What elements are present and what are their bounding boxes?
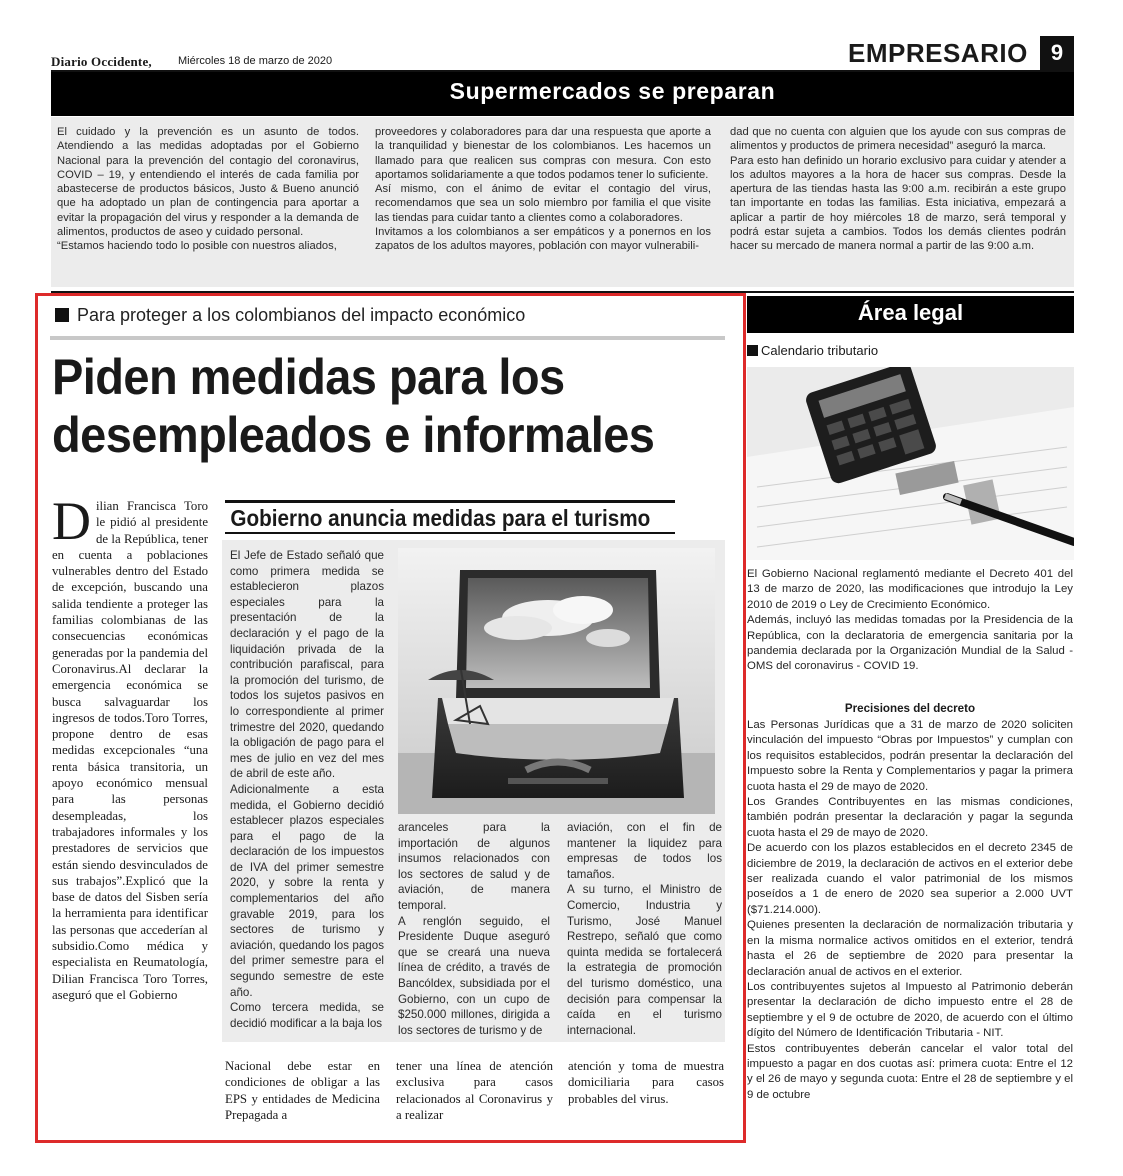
- tourism-box-title: Gobierno anuncia medidas para el turismo: [225, 500, 675, 534]
- paragraph: Las Personas Jurídicas que a 31 de marzo de 2020 soliciten vinculación del impuesto “Obras por Impuestos” y cumplan con los requisitos establecidos, podrán presentar la declaración del Impuesto sobre la Renta y Complementarios y pagar la primera cuota hasta el 29 de mayo de 2020.: [747, 719, 1073, 793]
- calculator-illustration: [747, 367, 1074, 560]
- paragraph: Como tercera medida, se decidió modificar a la baja los: [230, 1001, 384, 1030]
- tourism-col-2: [398, 820, 550, 1038]
- kicker-rule: [50, 336, 725, 340]
- paragraph: Los Grandes Contribuyentes en las mismas condiciones, también podrán presentar la declaración y pagar la segunda cuota hasta el 29 de mayo de 2020.: [747, 796, 1073, 839]
- paragraph: El Gobierno Nacional reglamentó mediante el Decreto 401 del 13 de marzo de 2020, las modificaciones que introdujo la Ley 2010 de 2019 o Ley de Crecimiento Económico.: [747, 568, 1073, 611]
- legal-body: [747, 718, 1073, 1103]
- article-bottom-col-2: tener una línea de atención exclusiva para casos relacionados al Coronavirus y a realizar: [396, 1059, 553, 1122]
- article-bottom-col-3: atención y toma de muestra domiciliaria para casos probables del virus.: [568, 1059, 724, 1106]
- top-story-col-1: [57, 125, 359, 254]
- top-story-body: [51, 117, 1074, 287]
- top-story-title: Supermercados se preparan: [449, 78, 776, 104]
- article-headline: [52, 348, 701, 464]
- article-left-column: [52, 491, 208, 1003]
- top-story-col-3: [730, 125, 1066, 254]
- article-kicker: [55, 305, 525, 326]
- article-lead-text: ilian Francisca Toro le pidió al presidente de la República, tener en cuenta a poblaciones vulnerables dentro del Estado de excepción, buscando una salida tendiente a proteger las familias colombianas de las consecuencias económicas generadas por la pandemia del Coronavirus.Al declarar la emergencia económica se busca salvaguardar los ingresos de todos.Toro Torres, propone dentro de esas medidas excepcionales “una renta básica transitoria, un apoyo económico mensual para las personas desempleadas, los trabajadores informales y los prestadores de servicios que están siendo desvinculados de sus trabajos”.Explicó que la base de datos del Sisben sería la herramienta para identificar las personas que accederían al subsidio.Como médica y especialista en Reumatología, Dilian Francisca Toro Torres, aseguró que el Gobierno: [52, 499, 208, 1002]
- headline-line-2: desempleados e informales: [52, 407, 655, 463]
- square-bullet-icon: [747, 345, 758, 356]
- paragraph: aviación, con el fin de mantener la liquidez para empresas de todos los tamaños.: [567, 821, 722, 881]
- paragraph: dad que no cuenta con alguien que los ayude con sus compras de alimentos y productos de primera necesidad” aseguró la marca.: [730, 126, 1066, 153]
- paragraph: A renglón seguido, el Presidente Duque aseguró que se creará una nueva línea de crédito, a través de Bancóldex, subsidiada por el Gobierno, con un cupo de $250.000 millones, dirigida a los sectores de turismo y de: [398, 914, 550, 1037]
- headline-line-1: Piden medidas para los: [52, 349, 565, 405]
- paragraph: El cuidado y la prevención es un asunto de todos. Atendiendo a las medidas adoptadas por el Gobierno Nacional para la prevención del contagio del coronavirus, COVID – 19, y entendiendo el interés de cada familia por abastecerse de productos básicos, Justo & Bueno anunció que ha adoptado un plan de contingencia para aportar a evitar la propagación del virus y responder a la demanda de alimentos, productos de aseo y cuidado personal.: [57, 126, 359, 239]
- drop-cap: D: [52, 491, 91, 551]
- article-bottom-col-1: Nacional debe estar en condiciones de obligar a las EPS y entidades de Medicina Prepagada a: [225, 1059, 380, 1122]
- newspaper-brand: Diario Occidente,: [51, 54, 152, 69]
- paragraph: Así mismo, con el ánimo de evitar el contagio del virus, recomendamos que sea un solo miembro por familia el que visite las tiendas para cuidar tanto a clientes como a colaboradores.: [375, 183, 711, 224]
- paragraph: El Jefe de Estado señaló que como primera medida se establecieron plazos especiales para la presentación de la declaración y el pago de la liquidación privada de la contribución parafiscal, para la promoción del turismo, de todos los sujetos pasivos en lo correspondiente al primer trimestre del 2020, quedando la obligación de pago para el mes de julio en vez del mes de abril de este año.: [230, 549, 384, 781]
- paragraph: Quienes presenten la declaración de normalización tributaria y en la misma normalice activos omitidos en el exterior, tendrá hasta el 26 de septiembre de 2020 para presentar la declaración anual de activos en el exterior.: [747, 919, 1073, 978]
- paragraph: “Estamos haciendo todo lo posible con nuestros aliados,: [57, 240, 337, 253]
- kicker-text: Para proteger a los colombianos del impacto económico: [77, 305, 526, 325]
- section-name: EMPRESARIO: [848, 38, 1028, 68]
- suitcase-illustration: [398, 548, 715, 814]
- paragraph: A su turno, el Ministro de Comercio, Industria y Turismo, José Manuel Restrepo, señaló que como quinta medida se fortalecerá la estrategia de promoción del turismo doméstico, una decisión para compensar la caída en el turismo internacional.: [567, 883, 722, 1037]
- paragraph: Los contribuyentes sujetos al Impuesto al Patrimonio deberán presentar la declaración de dicho impuesto entre el 28 de septiembre y el 9 de octubre de 2020, de acuerdo con el último dígito del Número de Identificación Tributaria - NIT.: [747, 980, 1073, 1040]
- legal-intro: [747, 567, 1073, 675]
- paragraph: aranceles para la importación de algunos insumos relacionados con los sectores de salud y de aviación, de manera temporal.: [398, 821, 550, 912]
- legal-area-title: Área legal: [747, 296, 1074, 333]
- square-bullet-icon: [55, 308, 69, 322]
- paragraph: Además, incluyó las medidas tomadas por la Presidencia de la República, con la declaratoria de emergencia sanitaria por la pandemia declarada por la Organización Mundial de la Salud - OMS del coronavirus - COVID 19.: [747, 614, 1073, 673]
- tourism-col-1: [230, 548, 384, 1031]
- paragraph: Para esto han definido un horario exclusivo para cuidar y atender a los adultos mayores a la hora de hacer sus compras. Desde la apertura de las tiendas hasta las 9:00 a.m. recibirán a este grupo tan importante en todas las familias. Esta iniciativa, empezará a aplicar a partir de hoy miércoles 18 de marzo, será temporal y podrá estar sujeta a cambios. Todos los demás clientes podrán hacer su mercado de manera normal a partir de las 9:00 a.m.: [730, 154, 1066, 253]
- suitcase-beach-photo: [398, 548, 715, 814]
- paragraph: Estos contribuyentes deberán cancelar el valor total del impuesto a pagar en dos cuotas así: primera cuota: Entre el 12 y el 26 de mayo y segunda cuota: Entre el 28 de septiembre y el 9 de octubre: [747, 1042, 1073, 1101]
- page-number: 9: [1040, 36, 1074, 70]
- top-story-title-band: [51, 72, 1074, 116]
- top-story-col-2: [375, 125, 711, 254]
- legal-kicker-text: Calendario tributario: [761, 343, 879, 358]
- calculator-pen-photo: [747, 367, 1074, 560]
- legal-kicker: [747, 343, 878, 358]
- paragraph: Invitamos a los colombianos a ser empáticos y a ponernos en los zapatos de los adultos mayores, población con mayor vulnerabili-: [375, 226, 711, 253]
- paragraph: Adicionalmente a esta medida, el Gobierno decidió establecer plazos especiales para el pago de la declaración de los impuestos de IVA del primer semestre 2020, y sobre la renta y complementarios del año gravable 2019, para los sectores de turismo y aviación, quedando los pagos del primer semestre para el segundo semestre de este año.: [230, 782, 384, 999]
- issue-date: Miércoles 18 de marzo de 2020: [178, 55, 333, 67]
- legal-subhead: Precisiones del decreto: [844, 702, 976, 715]
- tourism-col-3: [567, 820, 722, 1038]
- paragraph: De acuerdo con los plazos establecidos en el decreto 2345 de diciembre de 2019, la declaración de activos en el exterior debe ser realizada cuando el valor patrimonial de los mismos poseídos a 1 de enero de 2020 sea superior a 2.000 UVT ($71.214.000).: [747, 842, 1073, 916]
- paragraph: proveedores y colaboradores para dar una respuesta que aporte a la tranquilidad y bienestar de los colombianos. Les hacemos un llamado para que realicen sus compras con mesura. Con esto aportamos solidariamente a que todos podamos tener lo suficiente.: [375, 126, 711, 181]
